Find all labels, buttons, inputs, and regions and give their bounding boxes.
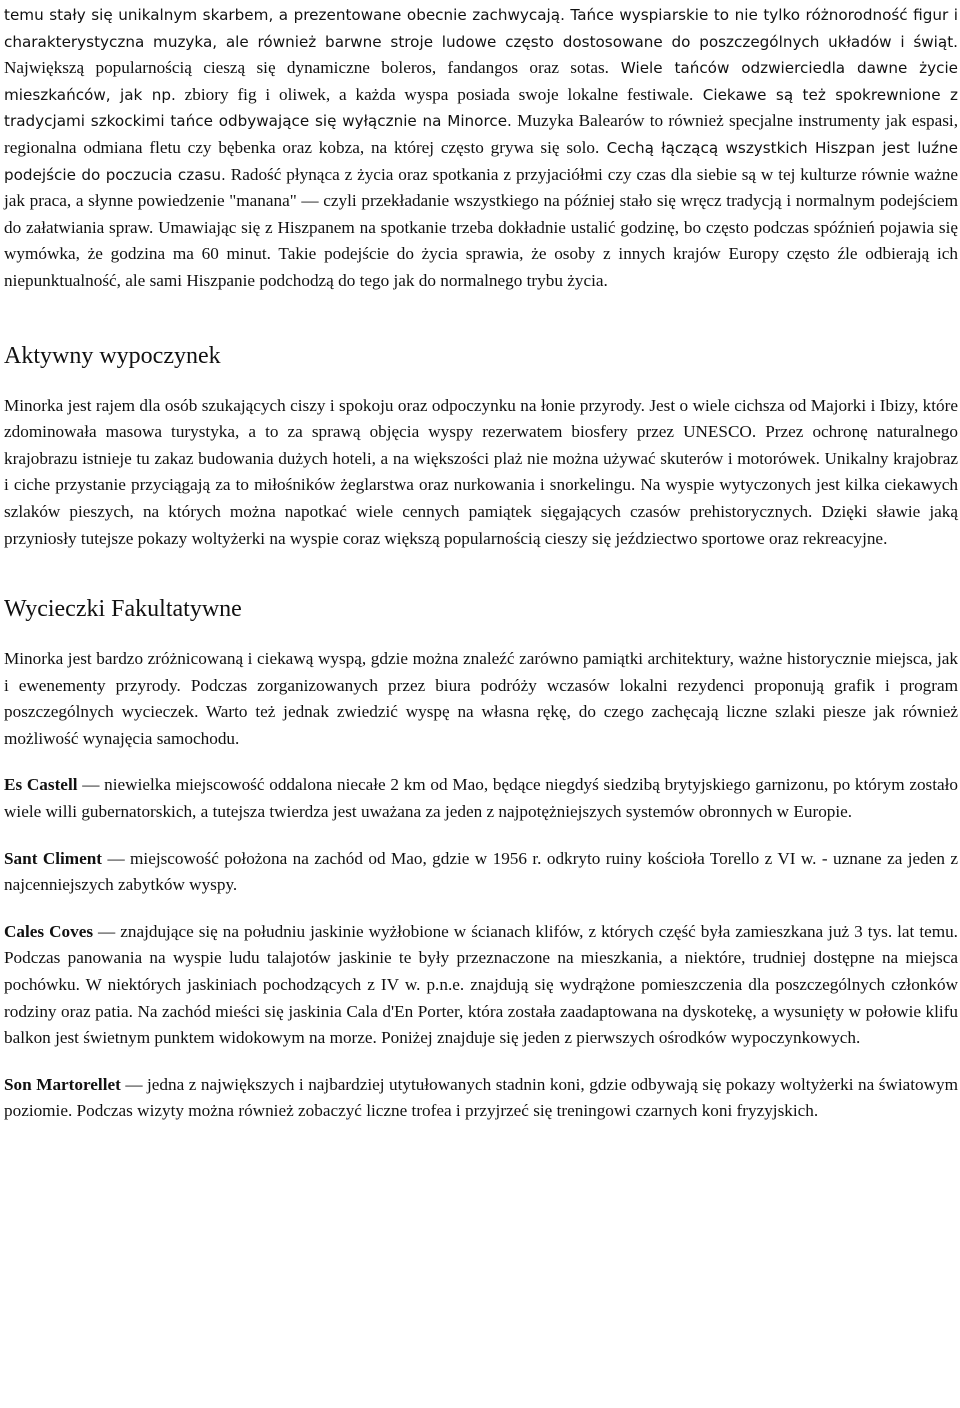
place-entry-sant-climent	[4, 846, 958, 899]
section-paragraph-aktywny-wypoczynek: Minorka jest rajem dla osób szukających ciszy i spokoju oraz odpoczynku na łonie przyrody. Jest o wiele cichsza od Majorki i Ibizy, które zdominowała masowa turystyka, a to za sprawą objęcia wyspy rezerwatem biosfery przez UNESCO. Przez ochronę naturalnego krajobrazu istnieje tu zakaz budowania dużych hoteli, a na większości plaż nie można używać skuterów i motorówek. Unikalny krajobraz i ciche przystanie przyciągają za to miłośników żeglarstwa oraz nurkowania i snorkelingu. Na wyspie wytyczonych jest kilka ciekawych szlaków pieszych, na których można napotkać wiele cennych pamiątek sięgających czasów prehistorycznych. Dzięki sławie jaką przyniosły tutejsze pokazy woltyżerki na wyspie coraz większą popularnością cieszy się jeździectwo sportowe oraz rekreacyjne.	[4, 395, 958, 548]
place-name: Es Castell	[4, 775, 78, 795]
intro-text-3: Wiele tańców odzwierciedla dawne życie mieszkańców, jak np.	[4, 59, 959, 104]
intro-text-2: Największą popularnością cieszą się dynamiczne boleros, fandangos oraz sotas.	[4, 58, 609, 78]
place-entry-es-castell	[4, 772, 958, 825]
intro-text-1: temu stały się unikalnym skarbem, a prezentowane obecnie zachwycają. Tańce wyspiarskie to nie tylko różnorodność figur i charakterystyczna muzyka, ale również barwne stroje ludowe często dostosowane do poszczególnych układów i świąt.	[4, 6, 958, 51]
intro-text-7: Cechą łączącą wszystkich Hiszpan jest luźne podejście do poczucia czasu.	[4, 138, 958, 184]
place-entry-cales-coves	[4, 919, 958, 1052]
place-entry-son-martorellet	[4, 1072, 958, 1125]
place-description: ― znajdujące się na południu jaskinie wyżłobione w ścianach klifów, z których część była zamieszkana już 3 tys. lat temu. Podczas panowania na wyspie ludu talajotów jaskinie te były przeznaczone na mieszkania, a niektóre, trudniej dostępne na miejsca pochówku. W niektórych jaskiniach pochodzących z IV w. p.n.e. znajdują się wydrążone pomieszczenia dla poszczególnych członków rodziny oraz patia. Na zachód mieści się jaskinia Cala d'En Porter, która została zaadaptowana na dyskotekę, a wysunięty w połowie klifu balkon jest świetnym punktem widokowym na morze. Poniżej znajduje się jeden z pierwszych ośrodków wypoczynkowych.	[4, 921, 958, 1048]
section-heading-aktywny-wypoczynek: Aktywny wypoczynek	[4, 342, 221, 369]
intro-text-5: Ciekawe są też spokrewnione z tradycjami szkockimi tańce odbywające się wyłącznie na Minorce.	[4, 85, 959, 131]
place-name: Son Martorellet	[4, 1074, 121, 1094]
place-description: ― miejscowość położona na zachód od Mao, gdzie w 1956 r. odkryto ruiny kościoła Torello z VI w. - uznane za jeden z najcenniejszych zabytków wyspy.	[4, 848, 958, 895]
place-description: ― niewielka miejscowość oddalona niecałe 2 km od Mao, będące niegdyś siedzibą brytyjskiego garnizonu, po którym zostało wiele willi gubernatorskich, a tutejsza twierdza jest uważana za jeden z najpotężniejszych systemów obronnych w Europie.	[4, 775, 958, 822]
place-description: ― jedna z największych i najbardziej utytułowanych stadnin koni, gdzie odbywają się pokazy woltyżerki na światowym poziomie. Podczas wizyty można również zobaczyć liczne trofea i przyjrzeć się treningowi czarnych koni fryzyjskich.	[4, 1074, 958, 1121]
intro-text-8: Radość płynąca z życia oraz spotkania z przyjaciółmi czy czas dla siebie są w tej kulturze równie ważne jak praca, a słynne powiedzenie "manana" ― czyli przekładanie wszystkiego na później stało się wręcz tradycją i normalnym podejściem do załatwiania spraw. Umawiając się z Hiszpanem na spotkanie trzeba dokładnie ustalić godzinę, bo często podczas spóźnień pojawia się wymówka, że godzina ma 60 minut. Takie podejście do życia sprawia, że osoby z innych krajów Europy często źle odbierają ich niepunktualność, ale sami Hiszpanie podchodzą do tego jak do normalnego trybu życia.	[4, 164, 958, 290]
section-heading-wycieczki-fakultatywne: Wycieczki Fakultatywne	[4, 596, 242, 623]
section-paragraph-wycieczki-fakultatywne: Minorka jest bardzo zróżnicowaną i ciekawą wyspą, gdzie można znaleźć zarówno pamiątki architektury, ważne historycznie miejsca, jak i ewenementy przyrody. Podczas zorganizowanych przez biura podróży wczasów lokalni rezydenci proponują grafik i program poszczególnych wycieczek. Warto też jednak zwiedzić wyspę na własna rękę, do czego zachęcają liczne szlaki piesze jak również możliwość wynajęcia samochodu.	[4, 649, 958, 748]
intro-paragraph	[4, 2, 958, 295]
intro-text-6: Muzyka Balearów to również specjalne instrumenty jak espasi, regionalna odmiana fletu czy bębenka oraz kobza, na której często grywa się solo.	[4, 111, 958, 157]
intro-text-4: zbiory fig i oliwek, a każda wyspa posiada swoje lokalne festiwale.	[175, 84, 694, 104]
place-name: Cales Coves	[4, 921, 94, 941]
document-page	[4, 2, 958, 1125]
place-name: Sant Climent	[4, 848, 103, 868]
